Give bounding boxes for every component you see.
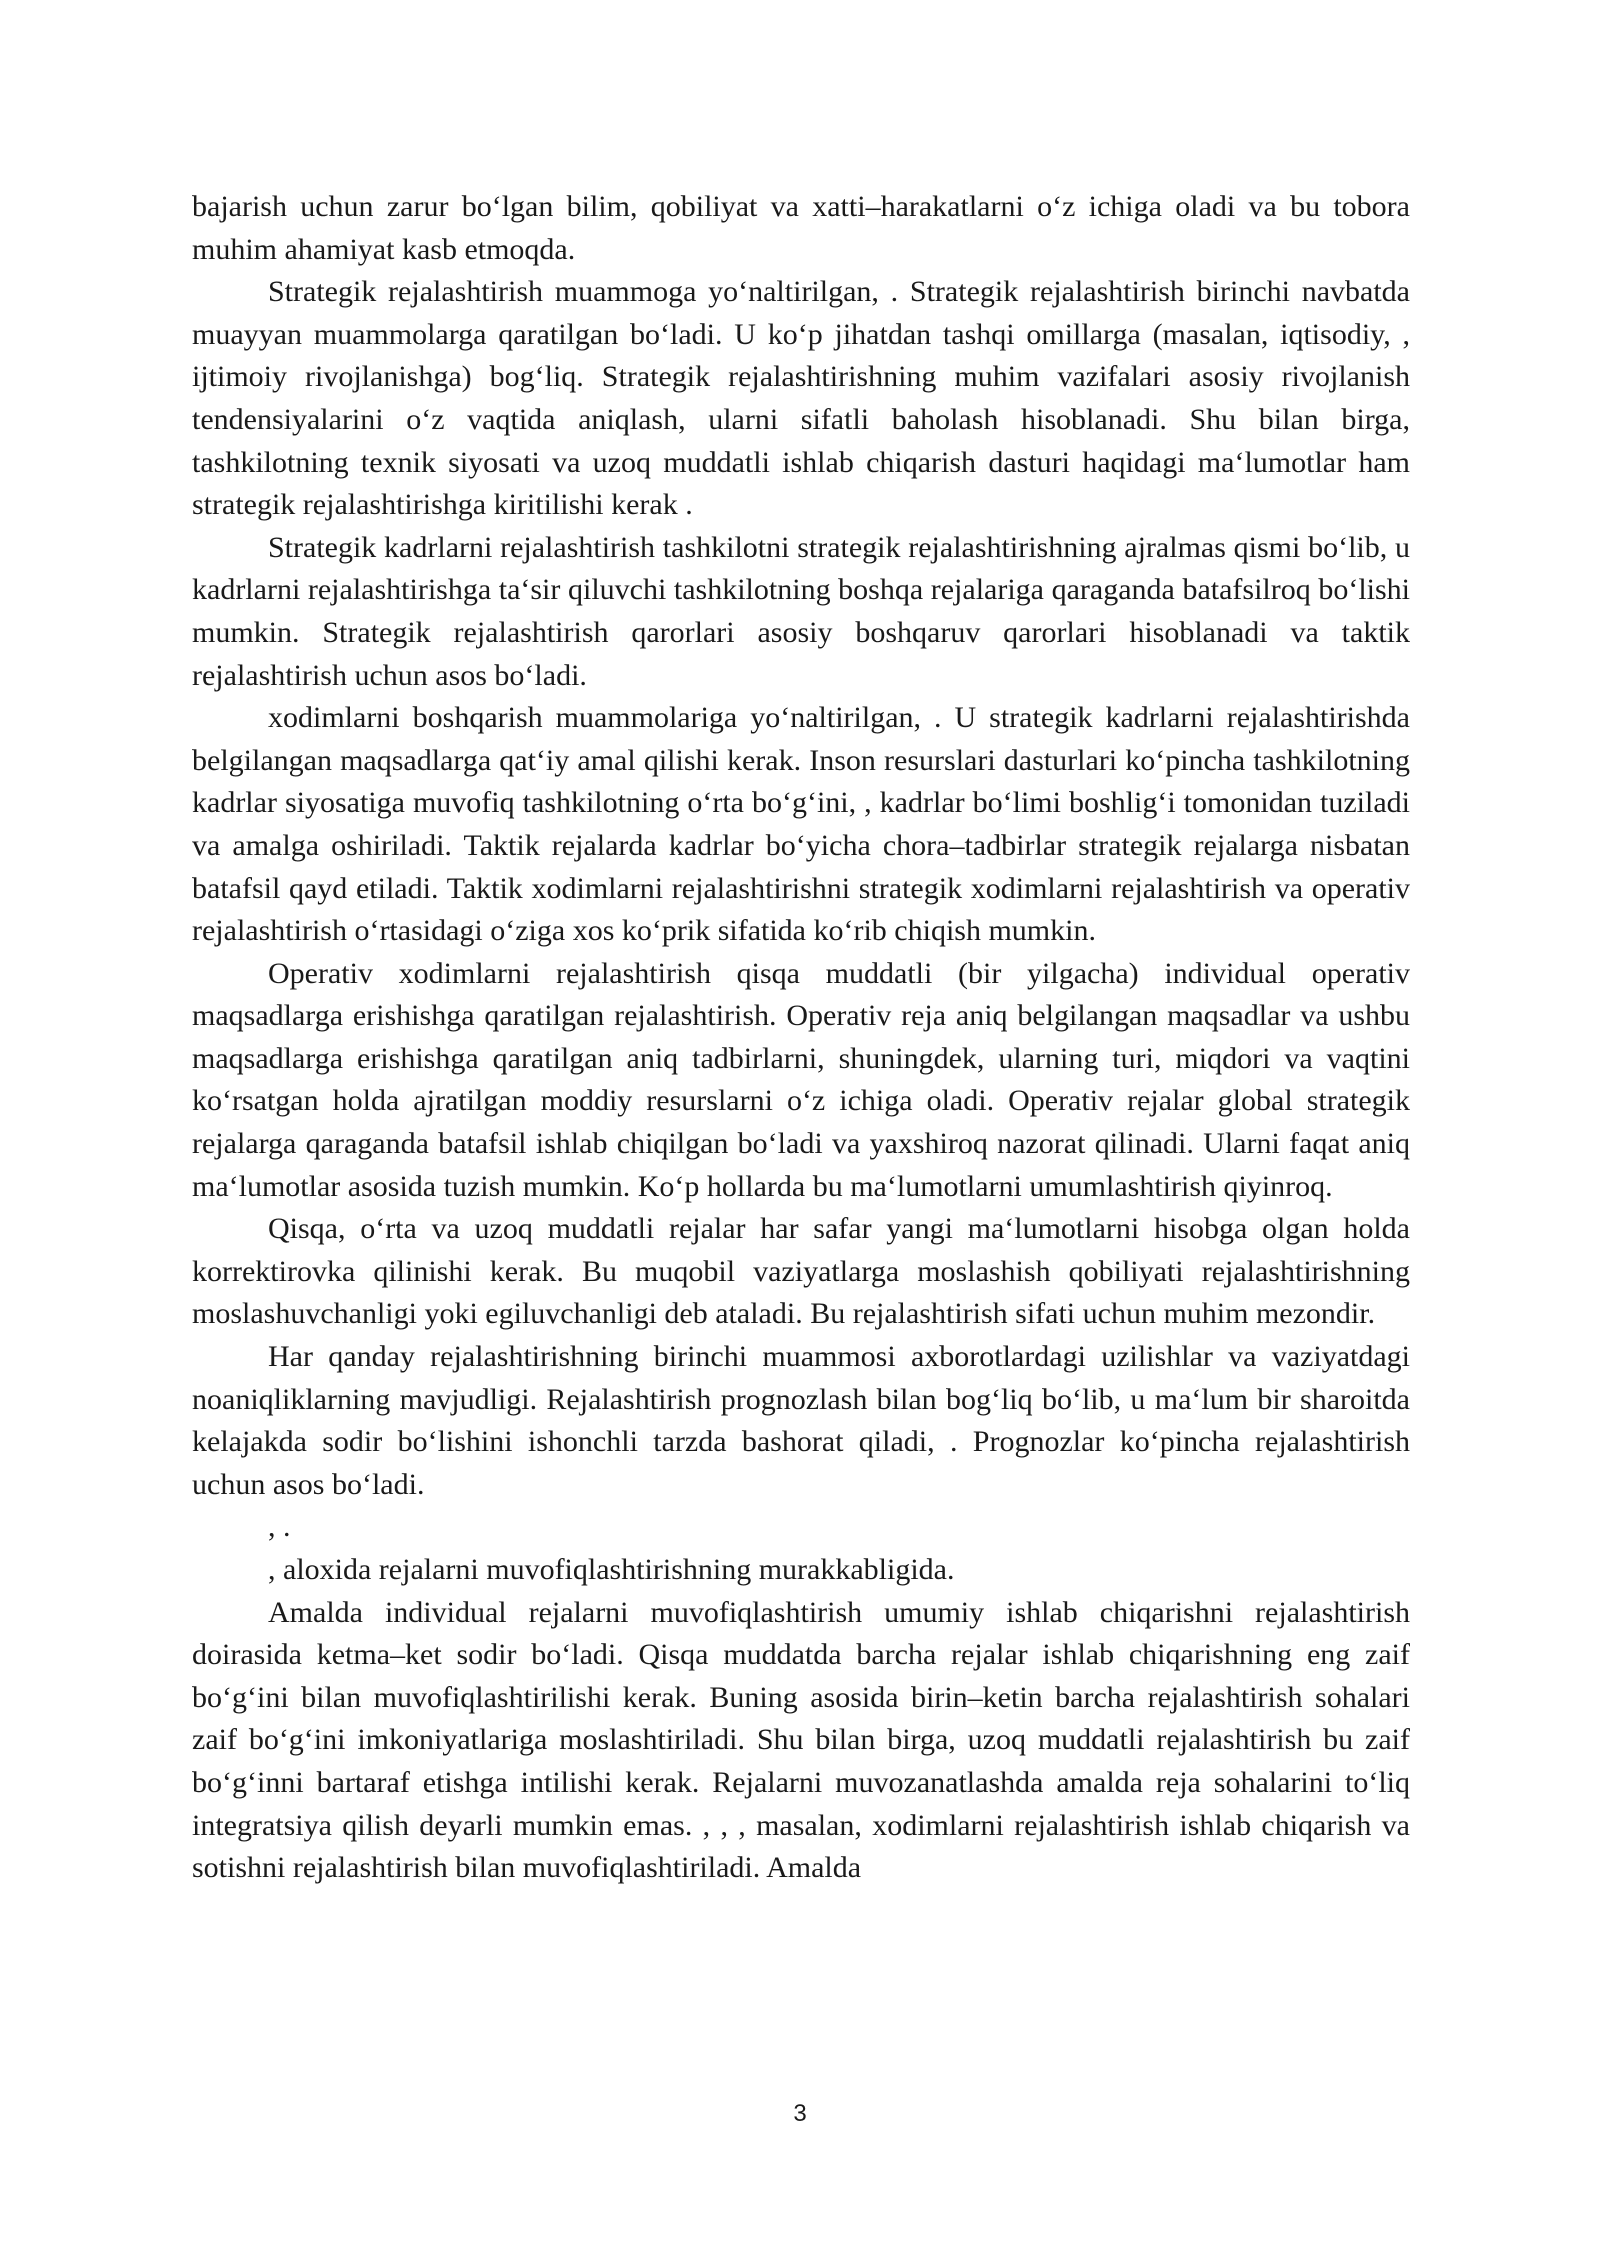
paragraph-planning-problems: Har qanday rejalashtirishning birinchi muammosi axborotlardagi uzilishlar va vaziyatdagi noaniqliklarning mavjudligi. Rejalashtirish prognozlash bilan bog‘liq bo‘lib, u ma‘lum bir sharoitda kelajakda sodir bo‘lishini ishonchli tarzda bashorat qiladi, . Prognozlar ko‘pincha rejalashtirish uchun asos bo‘ladi. [192,1340,1410,1501]
page-number: 3 [793,2100,807,2127]
paragraph-coordination-complexity: , aloxida rejalarni muvofiqlashtirishning murakkabligida. [268,1553,955,1586]
paragraph-plan-correction: Qisqa, o‘rta va uzoq muddatli rejalar har safar yangi ma‘lumotlarni hisobga olgan holda korrektirovka qilinishi kerak. Bu muqobil vaziyatlarga moslashish qobiliyati rejalashtirishning moslashuvchanligi yoki egiluvchanligi deb ataladi. Bu rejalashtirish sifati uchun muhim mezondir. [192,1212,1410,1331]
paragraph-strategic-personnel-planning: Strategik kadrlarni rejalashtirish tashkilotni strategik rejalashtirishning ajralmas qismi bo‘lib, u kadrlarni rejalashtirishga ta‘sir qiluvchi tashkilotning boshqa rejalariga qaraganda batafsilroq bo‘lishi mumkin. Strategik rejalashtirish qarorlari asosiy boshqaruv qarorlari hisoblanadi va taktik rejalashtirish uchun asos bo‘ladi. [192,530,1410,692]
paragraph-operative-planning: Operativ xodimlarni rejalashtirish qisqa muddatli (bir yilgacha) individual operativ maqsadlarga erishishga qaratilgan rejalashtirish. Operativ reja aniq belgilangan maqsadlar va ushbu maqsadlarga erishishga qaratilgan aniq tadbirlarni, shuningdek, ularning turi, miqdori va vaqtini ko‘rsatgan holda ajratilgan moddiy resurslarni o‘z ichiga oladi. Operativ rejalar global strategik rejalarga qaraganda batafsil ishlab chiqilgan bo‘ladi va yaxshiroq nazorat qilinadi. Ularni faqat aniq ma‘lumotlar asosida tuzish mumkin. Ko‘p hollarda bu ma‘lumotlarni umumlashtirish qiyinroq. [192,956,1410,1203]
paragraph-continuation: bajarish uchun zarur bo‘lgan bilim, qobiliyat va xatti–harakatlarni o‘z ichiga oladi va bu tobora muhim ahamiyat kasb etmoqda. [192,190,1410,266]
paragraph-strategic-planning: Strategik rejalashtirish muammoga yo‘naltirilgan, . Strategik rejalashtirish birinchi navbatda muayyan muammolarga qaratilgan bo‘ladi. U ko‘p jihatdan tashqi omillarga (masalan, iqtisodiy, , ijtimoiy rivojlanishga) bog‘liq. Strategik rejalashtirishning muhim vazifalari asosiy rivojlanish tendensiyalarini o‘z vaqtida aniqlash, ularni sifatli baholash hisoblanadi. Shu bilan birga, tashkilotning texnik siyosati va uzoq muddatli ishlab chiqarish dasturi haqidagi ma‘lumotlar ham strategik rejalashtirishga kiritilishi kerak . [192,275,1410,522]
paragraph-plan-coordination: Amalda individual rejalarni muvofiqlashtirish umumiy ishlab chiqarishni rejalashtirish doirasida ketma–ket sodir bo‘ladi. Qisqa muddatda barcha rejalar ishlab chiqarishning eng zaif bo‘g‘ini bilan muvofiqlashtirilishi kerak. Buning asosida birin–ketin barcha rejalashtirish sohalari zaif bo‘g‘ini imkoniyatlariga moslashtiriladi. Shu bilan birga, uzoq muddatli rejalashtirish bu zaif bo‘g‘inni bartaraf etishga intilishi kerak. Rejalarni muvozanatlashda amalda reja sohalarini to‘liq integratsiya qilish deyarli mumkin emas. , , , masalan, xodimlarni rejalashtirish ishlab chiqarish va sotishni rejalashtirish bilan muvofiqlashtiriladi. Amalda [192,1595,1410,1885]
paragraph-fragment: , . [268,1510,291,1544]
document-body [192,186,1410,1890]
paragraph-tactical-planning: xodimlarni boshqarish muammolariga yo‘naltirilgan, . U strategik kadrlarni rejalashtirishda belgilangan maqsadlarga qat‘iy amal qilishi kerak. Inson resurslari dasturlari ko‘pincha tashkilotning kadrlar siyosatiga muvofiq tashkilotning o‘rta bo‘g‘ini, , kadrlar bo‘limi boshlig‘i tomonidan tuziladi va amalga oshiriladi. Taktik rejalarda kadrlar bo‘yicha chora–tadbirlar strategik rejalarga nisbatan batafsil qayd etiladi. Taktik xodimlarni rejalashtirishni strategik xodimlarni rejalashtirish va operativ rejalashtirish o‘rtasidagi o‘ziga xos ko‘prik sifatida ko‘rib chiqish mumkin. [192,701,1410,948]
